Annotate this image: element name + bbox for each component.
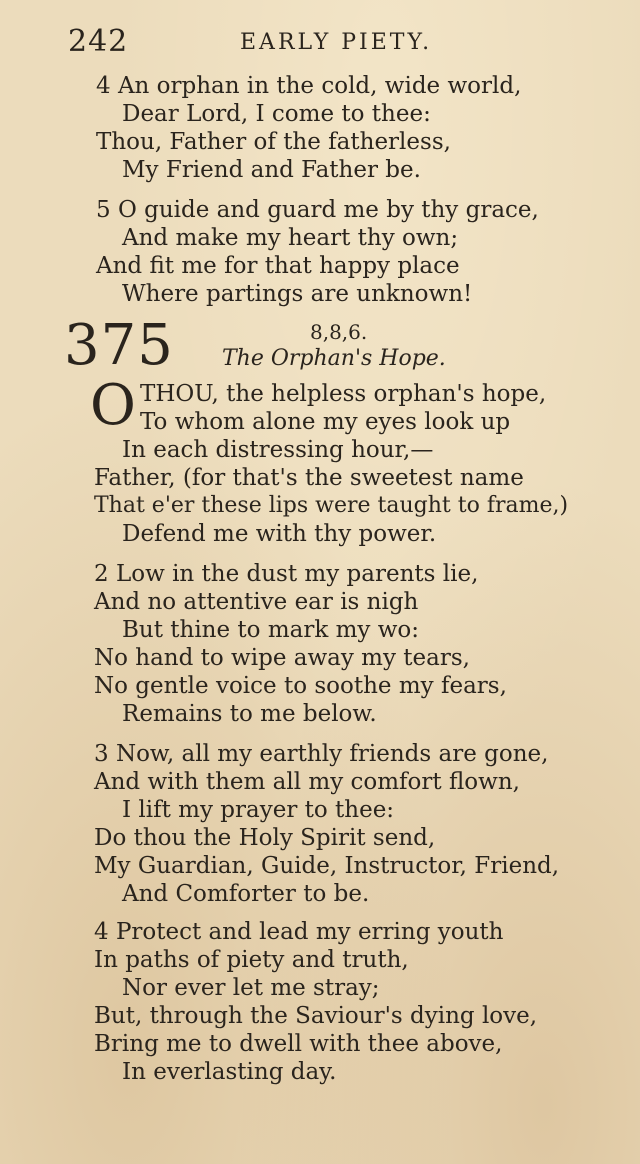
verse-line: No gentle voice to soothe my fears,	[94, 673, 507, 699]
verse-line: 4 An orphan in the cold, wide world,	[96, 73, 522, 99]
verse-line: And fit me for that happy place	[96, 253, 460, 279]
running-title: EARLY PIETY.	[240, 30, 433, 55]
verse-line: Father, (for that's the sweetest name	[94, 465, 524, 491]
verse-line: And make my heart thy own;	[122, 225, 459, 251]
hymn-meter: 8,8,6.	[310, 320, 368, 344]
verse-line: Bring me to dwell with thee above,	[94, 1031, 503, 1057]
verse-line: Remains to me below.	[122, 701, 377, 727]
verse-line: But, through the Saviour's dying love,	[94, 1003, 538, 1029]
verse-line: That e'er these lips were taught to frame,)	[94, 493, 569, 518]
verse-line: To whom alone my eyes look up	[140, 409, 511, 435]
hymn-title: The Orphan's Hope.	[222, 346, 446, 371]
verse-line: I lift my prayer to thee:	[122, 797, 395, 823]
verse-line: And Comforter to be.	[122, 881, 370, 907]
verse-line: In each distressing hour,—	[122, 437, 434, 463]
verse-line: Where partings are unknown!	[122, 281, 473, 307]
verse-line: In everlasting day.	[122, 1059, 337, 1085]
verse-line: And with them all my comfort flown,	[94, 769, 520, 795]
verse-line: Do thou the Holy Spirit send,	[94, 825, 436, 851]
verse-line: Thou, Father of the fatherless,	[96, 129, 451, 155]
verse-line: 5 O guide and guard me by thy grace,	[96, 197, 539, 223]
verse-line: 3 Now, all my earthly friends are gone,	[94, 741, 549, 767]
verse-line: My Friend and Father be.	[122, 157, 421, 183]
hymn-number: 375	[64, 313, 174, 378]
verse-line: 2 Low in the dust my parents lie,	[94, 561, 479, 587]
drop-cap: O	[90, 373, 136, 438]
verse-line: In paths of piety and truth,	[94, 947, 409, 973]
verse-line: Dear Lord, I come to thee:	[122, 101, 431, 127]
verse-line: My Guardian, Guide, Instructor, Friend,	[94, 853, 560, 879]
verse-line: But thine to mark my wo:	[122, 617, 419, 643]
verse-line: 4 Protect and lead my erring youth	[94, 919, 504, 945]
verse-line: THOU, the helpless orphan's hope,	[140, 381, 547, 407]
verse-line: Defend me with thy power.	[122, 521, 437, 547]
page-number: 242	[68, 24, 129, 59]
verse-line: And no attentive ear is nigh	[94, 589, 419, 615]
verse-line: Nor ever let me stray;	[122, 975, 380, 1001]
verse-line: No hand to wipe away my tears,	[94, 645, 470, 671]
